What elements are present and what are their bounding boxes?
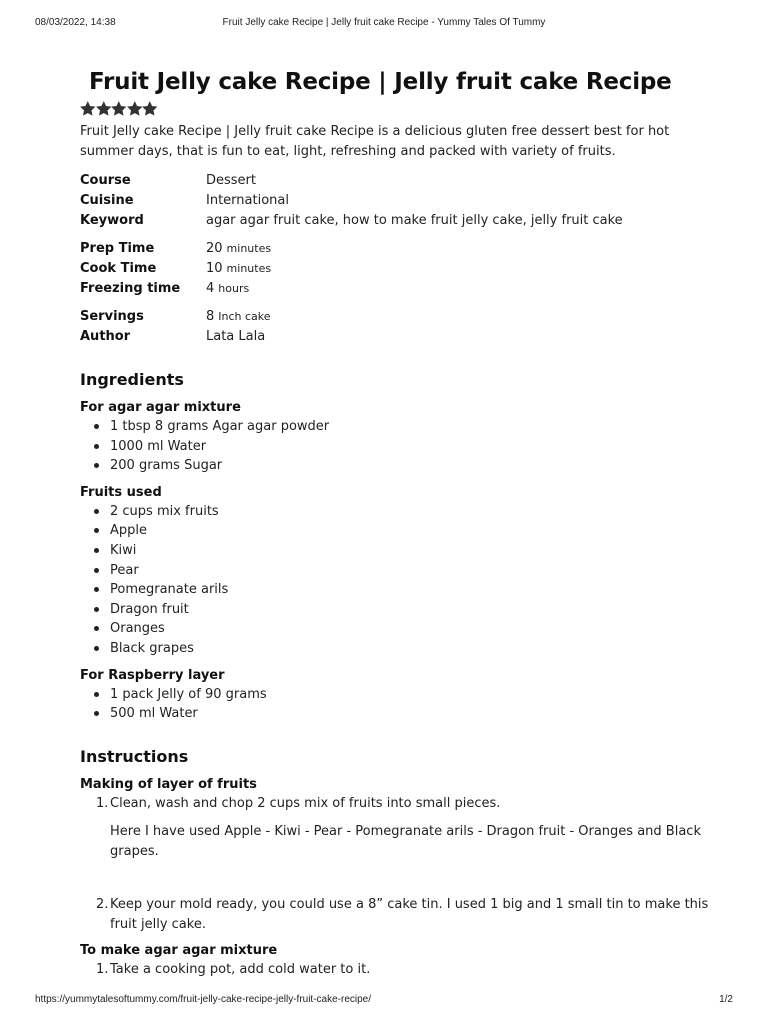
- bullet-icon: [94, 463, 99, 468]
- ingredient-text: 500 ml Water: [110, 706, 198, 722]
- meta-row-course: [80, 171, 720, 191]
- print-datetime: 08/03/2022, 14:38: [35, 17, 116, 28]
- ingredient-list: [80, 417, 720, 476]
- star-icon: [142, 101, 158, 117]
- meta-label: Course: [80, 173, 131, 188]
- step-text: Clean, wash and chop 2 cups mix of fruits into small pieces.: [110, 795, 501, 811]
- time-unit: minutes: [226, 242, 272, 255]
- bullet-icon: [94, 424, 99, 429]
- bullet-icon: [94, 444, 99, 449]
- servings-number: 8: [206, 309, 215, 324]
- ingredient-item: [80, 639, 720, 659]
- servings-unit: Inch cake: [218, 310, 271, 323]
- step-number: 2.: [96, 897, 109, 913]
- instruction-step: [80, 895, 720, 934]
- time-number: 10: [206, 261, 223, 276]
- star-icon: [111, 101, 127, 117]
- meta-label: Cook Time: [80, 261, 157, 276]
- instruction-list: [80, 960, 720, 980]
- time-number: 4: [206, 281, 215, 296]
- instruction-list: [80, 794, 720, 935]
- meta-value: Lata Lala: [206, 329, 266, 344]
- meta-row-cuisine: [80, 191, 720, 211]
- star-rating: [80, 100, 720, 118]
- ingredient-item: [80, 619, 720, 639]
- bullet-icon: [94, 509, 99, 514]
- instruction-step: [80, 960, 720, 980]
- star-icon: [127, 101, 143, 117]
- ingredient-list: [80, 685, 720, 724]
- ingredient-item: [80, 704, 720, 724]
- print-document-title: Fruit Jelly cake Recipe | Jelly fruit cake Recipe - Yummy Tales Of Tummy: [222, 17, 546, 28]
- ingredient-item: [80, 685, 720, 705]
- ingredient-item: [80, 417, 720, 437]
- ingredient-text: 1 tbsp 8 grams Agar agar powder: [110, 419, 330, 434]
- meta-classification: [80, 171, 720, 231]
- meta-value: agar agar fruit cake, how to make fruit jelly cake, jelly fruit cake: [206, 213, 623, 228]
- meta-value: [206, 259, 271, 279]
- bullet-icon: [94, 646, 99, 651]
- recipe-title: Fruit Jelly cake Recipe | Jelly fruit cake Recipe: [89, 69, 672, 95]
- meta-label: Keyword: [80, 213, 144, 228]
- instruction-group-title: To make agar agar mixture: [80, 943, 278, 959]
- ingredient-text: 2 cups mix fruits: [110, 503, 219, 519]
- ingredient-list: [80, 502, 720, 659]
- meta-row-freezing-time: [80, 279, 720, 299]
- meta-row-prep-time: [80, 239, 720, 259]
- bullet-icon: [94, 548, 99, 553]
- ingredient-item: [80, 600, 720, 620]
- bullet-icon: [94, 626, 99, 631]
- ingredients-heading: Ingredients: [80, 370, 184, 389]
- print-url: https://yummytalesoftummy.com/fruit-jelly-cake-recipe-jelly-fruit-cake-recipe/: [35, 994, 372, 1005]
- meta-row-keyword: [80, 211, 720, 231]
- ingredient-item: [80, 561, 720, 581]
- time-unit: hours: [218, 282, 250, 295]
- page-number: 1/2: [719, 994, 733, 1005]
- bullet-icon: [94, 568, 99, 573]
- ingredient-item: [80, 502, 720, 522]
- ingredient-text: 1000 ml Water: [110, 438, 207, 454]
- star-icon: [80, 101, 96, 117]
- meta-label: Freezing time: [80, 281, 181, 296]
- recipe-card: [80, 66, 720, 980]
- meta-value: [206, 307, 271, 327]
- bullet-icon: [94, 692, 99, 697]
- step-number: 1.: [96, 962, 109, 978]
- ingredient-text: Pear: [110, 562, 139, 578]
- meta-row-author: [80, 327, 720, 347]
- ingredient-text: Pomegranate arils: [110, 582, 229, 598]
- meta-label: Servings: [80, 309, 144, 324]
- ingredient-item: [80, 541, 720, 561]
- meta-value: [206, 279, 249, 299]
- meta-label: Author: [80, 329, 131, 344]
- step-text: Keep your mold ready, you could use a 8” cake tin. I used 1 big and 1 small tin to make this fruit jelly cake.: [110, 897, 709, 932]
- recipe-summary: Fruit Jelly cake Recipe | Jelly fruit cake Recipe is a delicious gluten free dessert best for hot summer days, that is fun to eat, light, refreshing and packed with variety of fruits.: [80, 124, 670, 159]
- bullet-icon: [94, 607, 99, 612]
- recipe-meta: [80, 171, 720, 347]
- ingredient-text: 1 pack Jelly of 90 grams: [110, 686, 267, 702]
- ingredient-text: 200 grams Sugar: [110, 458, 223, 474]
- step-note: Here I have used Apple - Kiwi - Pear - Pomegranate arils - Dragon fruit - Oranges and Black grapes.: [110, 824, 701, 859]
- bullet-icon: [94, 711, 99, 716]
- ingredient-item: [80, 437, 720, 457]
- ingredient-text: Kiwi: [110, 542, 137, 558]
- meta-value: International: [206, 193, 289, 208]
- meta-value: [206, 239, 271, 259]
- instruction-step: [80, 794, 720, 862]
- bullet-icon: [94, 587, 99, 592]
- star-icon: [96, 101, 112, 117]
- ingredient-group-title: For agar agar mixture: [80, 400, 241, 415]
- ingredient-text: Black grapes: [110, 640, 194, 656]
- meta-label: Cuisine: [80, 193, 134, 208]
- instruction-group-title: Making of layer of fruits: [80, 776, 257, 792]
- ingredient-group-title: For Raspberry layer: [80, 667, 225, 683]
- time-unit: minutes: [226, 262, 272, 275]
- step-number: 1.: [96, 795, 109, 811]
- ingredient-item: [80, 456, 720, 476]
- meta-servings-author: [80, 307, 720, 347]
- ingredient-item: [80, 521, 720, 541]
- print-footer: [35, 994, 733, 1008]
- meta-times: [80, 239, 720, 299]
- meta-value: Dessert: [206, 173, 256, 188]
- meta-row-servings: [80, 307, 720, 327]
- ingredient-item: [80, 580, 720, 600]
- ingredient-text: Oranges: [110, 621, 165, 637]
- ingredient-group-title: Fruits used: [80, 484, 162, 500]
- bullet-icon: [94, 528, 99, 533]
- ingredient-text: Dragon fruit: [110, 601, 189, 617]
- ingredient-text: Apple: [110, 523, 148, 539]
- print-header: [35, 17, 733, 31]
- meta-label: Prep Time: [80, 241, 155, 256]
- time-number: 20: [206, 241, 223, 256]
- instructions-heading: Instructions: [80, 746, 189, 766]
- meta-row-cook-time: [80, 259, 720, 279]
- step-text: Take a cooking pot, add cold water to it.: [110, 962, 371, 978]
